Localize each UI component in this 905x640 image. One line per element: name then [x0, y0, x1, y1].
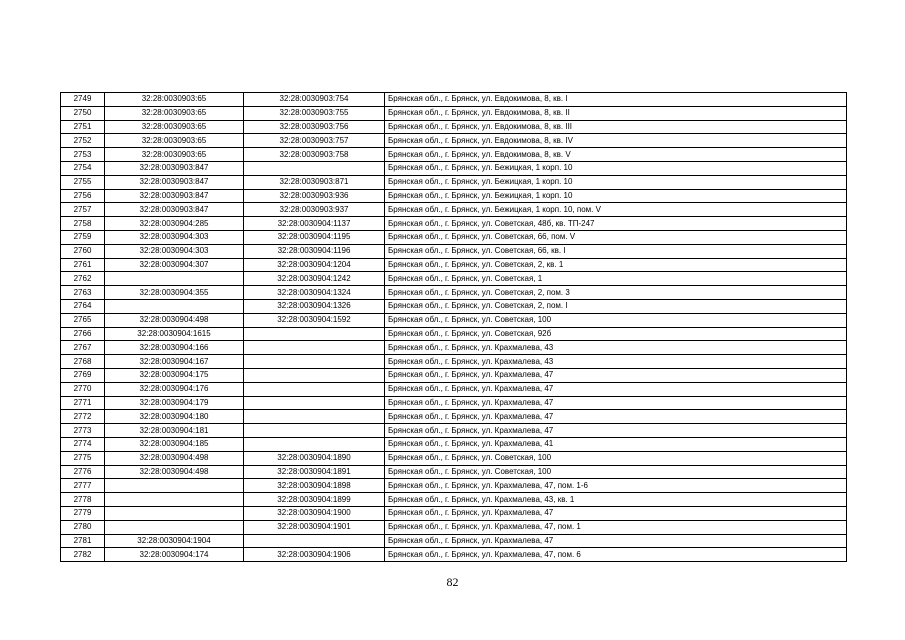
object-cadastral-number-cell: 32:28:0030904:1898: [244, 479, 385, 493]
parcel-cadastral-number-cell: 32:28:0030903:847: [105, 189, 244, 203]
parcel-cadastral-number-cell: 32:28:0030904:1615: [105, 327, 244, 341]
parcel-cadastral-number-cell: 32:28:0030904:355: [105, 286, 244, 300]
row-number-cell: 2779: [61, 506, 105, 520]
address-cell: Брянская обл., г. Брянск, ул. Советская, 100: [385, 313, 847, 327]
table-row: [61, 161, 847, 175]
object-cadastral-number-cell: 32:28:0030904:1900: [244, 506, 385, 520]
table-row: [61, 189, 847, 203]
parcel-cadastral-number-cell: [105, 506, 244, 520]
row-number-cell: 2765: [61, 313, 105, 327]
address-cell: Брянская обл., г. Брянск, ул. Евдокимова, 8, кв. IV: [385, 134, 847, 148]
parcel-cadastral-number-cell: 32:28:0030903:65: [105, 106, 244, 120]
table-row: [61, 465, 847, 479]
table-row: [61, 396, 847, 410]
parcel-cadastral-number-cell: 32:28:0030904:498: [105, 451, 244, 465]
row-number-cell: 2776: [61, 465, 105, 479]
row-number-cell: 2758: [61, 217, 105, 231]
row-number-cell: 2766: [61, 327, 105, 341]
table-row: [61, 203, 847, 217]
parcel-cadastral-number-cell: 32:28:0030904:498: [105, 313, 244, 327]
object-cadastral-number-cell: 32:28:0030903:755: [244, 106, 385, 120]
parcel-cadastral-number-cell: [105, 299, 244, 313]
row-number-cell: 2750: [61, 106, 105, 120]
address-cell: Брянская обл., г. Брянск, ул. Крахмалева, 43: [385, 355, 847, 369]
table-row: [61, 299, 847, 313]
parcel-cadastral-number-cell: 32:28:0030903:65: [105, 120, 244, 134]
object-cadastral-number-cell: 32:28:0030904:1890: [244, 451, 385, 465]
row-number-cell: 2780: [61, 520, 105, 534]
address-cell: Брянская обл., г. Брянск, ул. Крахмалева, 47, пом. 1: [385, 520, 847, 534]
table-row: [61, 451, 847, 465]
row-number-cell: 2753: [61, 148, 105, 162]
row-number-cell: 2764: [61, 299, 105, 313]
row-number-cell: 2768: [61, 355, 105, 369]
object-cadastral-number-cell: 32:28:0030904:1137: [244, 217, 385, 231]
parcel-cadastral-number-cell: 32:28:0030903:847: [105, 203, 244, 217]
table-row: [61, 106, 847, 120]
address-cell: Брянская обл., г. Брянск, ул. Советская, 2, кв. 1: [385, 258, 847, 272]
table-row: [61, 368, 847, 382]
object-cadastral-number-cell: 32:28:0030904:1592: [244, 313, 385, 327]
table-row: [61, 341, 847, 355]
object-cadastral-number-cell: 32:28:0030904:1891: [244, 465, 385, 479]
object-cadastral-number-cell: [244, 410, 385, 424]
address-cell: Брянская обл., г. Брянск, ул. Крахмалева, 47: [385, 396, 847, 410]
table-row: [61, 520, 847, 534]
row-number-cell: 2754: [61, 161, 105, 175]
object-cadastral-number-cell: [244, 341, 385, 355]
parcel-cadastral-number-cell: 32:28:0030904:167: [105, 355, 244, 369]
row-number-cell: 2770: [61, 382, 105, 396]
table-row: [61, 313, 847, 327]
object-cadastral-number-cell: [244, 437, 385, 451]
object-cadastral-number-cell: 32:28:0030904:1324: [244, 286, 385, 300]
object-cadastral-number-cell: 32:28:0030904:1204: [244, 258, 385, 272]
table-row: [61, 479, 847, 493]
parcel-cadastral-number-cell: 32:28:0030904:174: [105, 548, 244, 562]
table-row: [61, 120, 847, 134]
object-cadastral-number-cell: 32:28:0030904:1242: [244, 272, 385, 286]
table-row: [61, 148, 847, 162]
address-cell: Брянская обл., г. Брянск, ул. Советская, 48б, кв. ТП-247: [385, 217, 847, 231]
address-cell: Брянская обл., г. Брянск, ул. Крахмалева, 47: [385, 410, 847, 424]
table-row: [61, 327, 847, 341]
table-row: [61, 244, 847, 258]
object-cadastral-number-cell: 32:28:0030903:937: [244, 203, 385, 217]
address-cell: Брянская обл., г. Брянск, ул. Крахмалева, 47: [385, 368, 847, 382]
row-number-cell: 2762: [61, 272, 105, 286]
parcel-cadastral-number-cell: [105, 493, 244, 507]
address-cell: Брянская обл., г. Брянск, ул. Советская, 100: [385, 451, 847, 465]
address-cell: Брянская обл., г. Брянск, ул. Советская, 66, пом. V: [385, 230, 847, 244]
parcel-cadastral-number-cell: 32:28:0030903:65: [105, 148, 244, 162]
object-cadastral-number-cell: [244, 368, 385, 382]
parcel-cadastral-number-cell: 32:28:0030904:179: [105, 396, 244, 410]
parcel-cadastral-number-cell: 32:28:0030904:303: [105, 244, 244, 258]
parcel-cadastral-number-cell: 32:28:0030904:303: [105, 230, 244, 244]
address-cell: Брянская обл., г. Брянск, ул. Крахмалева, 47, пом. 1-6: [385, 479, 847, 493]
object-cadastral-number-cell: 32:28:0030903:756: [244, 120, 385, 134]
object-cadastral-number-cell: 32:28:0030904:1899: [244, 493, 385, 507]
row-number-cell: 2761: [61, 258, 105, 272]
address-cell: Брянская обл., г. Брянск, ул. Евдокимова, 8, кв. I: [385, 93, 847, 107]
row-number-cell: 2769: [61, 368, 105, 382]
table-row: [61, 548, 847, 562]
parcel-cadastral-number-cell: 32:28:0030904:1904: [105, 534, 244, 548]
address-cell: Брянская обл., г. Брянск, ул. Евдокимова, 8, кв. V: [385, 148, 847, 162]
row-number-cell: 2777: [61, 479, 105, 493]
address-cell: Брянская обл., г. Брянск, ул. Крахмалева, 43, кв. 1: [385, 493, 847, 507]
address-cell: Брянская обл., г. Брянск, ул. Крахмалева, 47: [385, 534, 847, 548]
row-number-cell: 2778: [61, 493, 105, 507]
address-cell: Брянская обл., г. Брянск, ул. Крахмалева, 47: [385, 506, 847, 520]
table-row: [61, 272, 847, 286]
object-cadastral-number-cell: [244, 382, 385, 396]
parcel-cadastral-number-cell: 32:28:0030903:847: [105, 161, 244, 175]
table-row: [61, 437, 847, 451]
object-cadastral-number-cell: 32:28:0030903:758: [244, 148, 385, 162]
row-number-cell: 2775: [61, 451, 105, 465]
address-cell: Брянская обл., г. Брянск, ул. Крахмалева, 47: [385, 424, 847, 438]
address-cell: Брянская обл., г. Брянск, ул. Крахмалева, 47: [385, 382, 847, 396]
parcel-cadastral-number-cell: 32:28:0030904:307: [105, 258, 244, 272]
table-row: [61, 134, 847, 148]
row-number-cell: 2782: [61, 548, 105, 562]
row-number-cell: 2781: [61, 534, 105, 548]
table-row: [61, 93, 847, 107]
address-cell: Брянская обл., г. Брянск, ул. Бежицкая, 1 корп. 10: [385, 175, 847, 189]
address-cell: Брянская обл., г. Брянск, ул. Советская, 100: [385, 465, 847, 479]
table-row: [61, 534, 847, 548]
row-number-cell: 2771: [61, 396, 105, 410]
object-cadastral-number-cell: [244, 396, 385, 410]
page-number: 82: [446, 575, 459, 589]
table-row: [61, 230, 847, 244]
object-cadastral-number-cell: 32:28:0030903:871: [244, 175, 385, 189]
row-number-cell: 2756: [61, 189, 105, 203]
row-number-cell: 2752: [61, 134, 105, 148]
address-cell: Брянская обл., г. Брянск, ул. Советская, 66, кв. I: [385, 244, 847, 258]
table-row: [61, 355, 847, 369]
object-cadastral-number-cell: 32:28:0030904:1901: [244, 520, 385, 534]
object-cadastral-number-cell: [244, 424, 385, 438]
table-row: [61, 258, 847, 272]
object-cadastral-number-cell: [244, 355, 385, 369]
parcel-cadastral-number-cell: [105, 272, 244, 286]
row-number-cell: 2751: [61, 120, 105, 134]
row-number-cell: 2774: [61, 437, 105, 451]
address-cell: Брянская обл., г. Брянск, ул. Советская, 2, пом. 3: [385, 286, 847, 300]
address-cell: Брянская обл., г. Брянск, ул. Евдокимова, 8, кв. III: [385, 120, 847, 134]
address-cell: Брянская обл., г. Брянск, ул. Советская, 2, пом. I: [385, 299, 847, 313]
address-cell: Брянская обл., г. Брянск, ул. Бежицкая, 1 корп. 10, пом. V: [385, 203, 847, 217]
table-row: [61, 382, 847, 396]
parcel-cadastral-number-cell: [105, 520, 244, 534]
row-number-cell: 2757: [61, 203, 105, 217]
register-table-body: [61, 93, 847, 562]
object-cadastral-number-cell: 32:28:0030904:1196: [244, 244, 385, 258]
address-cell: Брянская обл., г. Брянск, ул. Крахмалева, 47, пом. 6: [385, 548, 847, 562]
row-number-cell: 2749: [61, 93, 105, 107]
object-cadastral-number-cell: [244, 161, 385, 175]
object-cadastral-number-cell: 32:28:0030903:754: [244, 93, 385, 107]
row-number-cell: 2772: [61, 410, 105, 424]
address-cell: Брянская обл., г. Брянск, ул. Бежицкая, 1 корп. 10: [385, 189, 847, 203]
object-cadastral-number-cell: 32:28:0030903:757: [244, 134, 385, 148]
address-cell: Брянская обл., г. Брянск, ул. Крахмалева, 43: [385, 341, 847, 355]
table-row: [61, 506, 847, 520]
row-number-cell: 2760: [61, 244, 105, 258]
parcel-cadastral-number-cell: 32:28:0030904:285: [105, 217, 244, 231]
parcel-cadastral-number-cell: 32:28:0030904:498: [105, 465, 244, 479]
row-number-cell: 2773: [61, 424, 105, 438]
parcel-cadastral-number-cell: 32:28:0030904:176: [105, 382, 244, 396]
parcel-cadastral-number-cell: 32:28:0030903:847: [105, 175, 244, 189]
parcel-cadastral-number-cell: 32:28:0030904:166: [105, 341, 244, 355]
parcel-cadastral-number-cell: 32:28:0030904:181: [105, 424, 244, 438]
parcel-cadastral-number-cell: 32:28:0030904:180: [105, 410, 244, 424]
row-number-cell: 2767: [61, 341, 105, 355]
register-table: [60, 92, 847, 562]
object-cadastral-number-cell: [244, 327, 385, 341]
address-cell: Брянская обл., г. Брянск, ул. Крахмалева, 41: [385, 437, 847, 451]
row-number-cell: 2763: [61, 286, 105, 300]
parcel-cadastral-number-cell: 32:28:0030903:65: [105, 134, 244, 148]
table-row: [61, 217, 847, 231]
object-cadastral-number-cell: [244, 534, 385, 548]
parcel-cadastral-number-cell: 32:28:0030904:185: [105, 437, 244, 451]
table-row: [61, 493, 847, 507]
table-row: [61, 286, 847, 300]
object-cadastral-number-cell: 32:28:0030904:1906: [244, 548, 385, 562]
parcel-cadastral-number-cell: [105, 479, 244, 493]
object-cadastral-number-cell: 32:28:0030904:1326: [244, 299, 385, 313]
object-cadastral-number-cell: 32:28:0030904:1195: [244, 230, 385, 244]
table-row: [61, 175, 847, 189]
parcel-cadastral-number-cell: 32:28:0030903:65: [105, 93, 244, 107]
row-number-cell: 2759: [61, 230, 105, 244]
address-cell: Брянская обл., г. Брянск, ул. Бежицкая, 1 корп. 10: [385, 161, 847, 175]
address-cell: Брянская обл., г. Брянск, ул. Евдокимова, 8, кв. II: [385, 106, 847, 120]
table-row: [61, 410, 847, 424]
object-cadastral-number-cell: 32:28:0030903:936: [244, 189, 385, 203]
parcel-cadastral-number-cell: 32:28:0030904:175: [105, 368, 244, 382]
row-number-cell: 2755: [61, 175, 105, 189]
address-cell: Брянская обл., г. Брянск, ул. Советская, 1: [385, 272, 847, 286]
address-cell: Брянская обл., г. Брянск, ул. Советская, 92б: [385, 327, 847, 341]
table-row: [61, 424, 847, 438]
